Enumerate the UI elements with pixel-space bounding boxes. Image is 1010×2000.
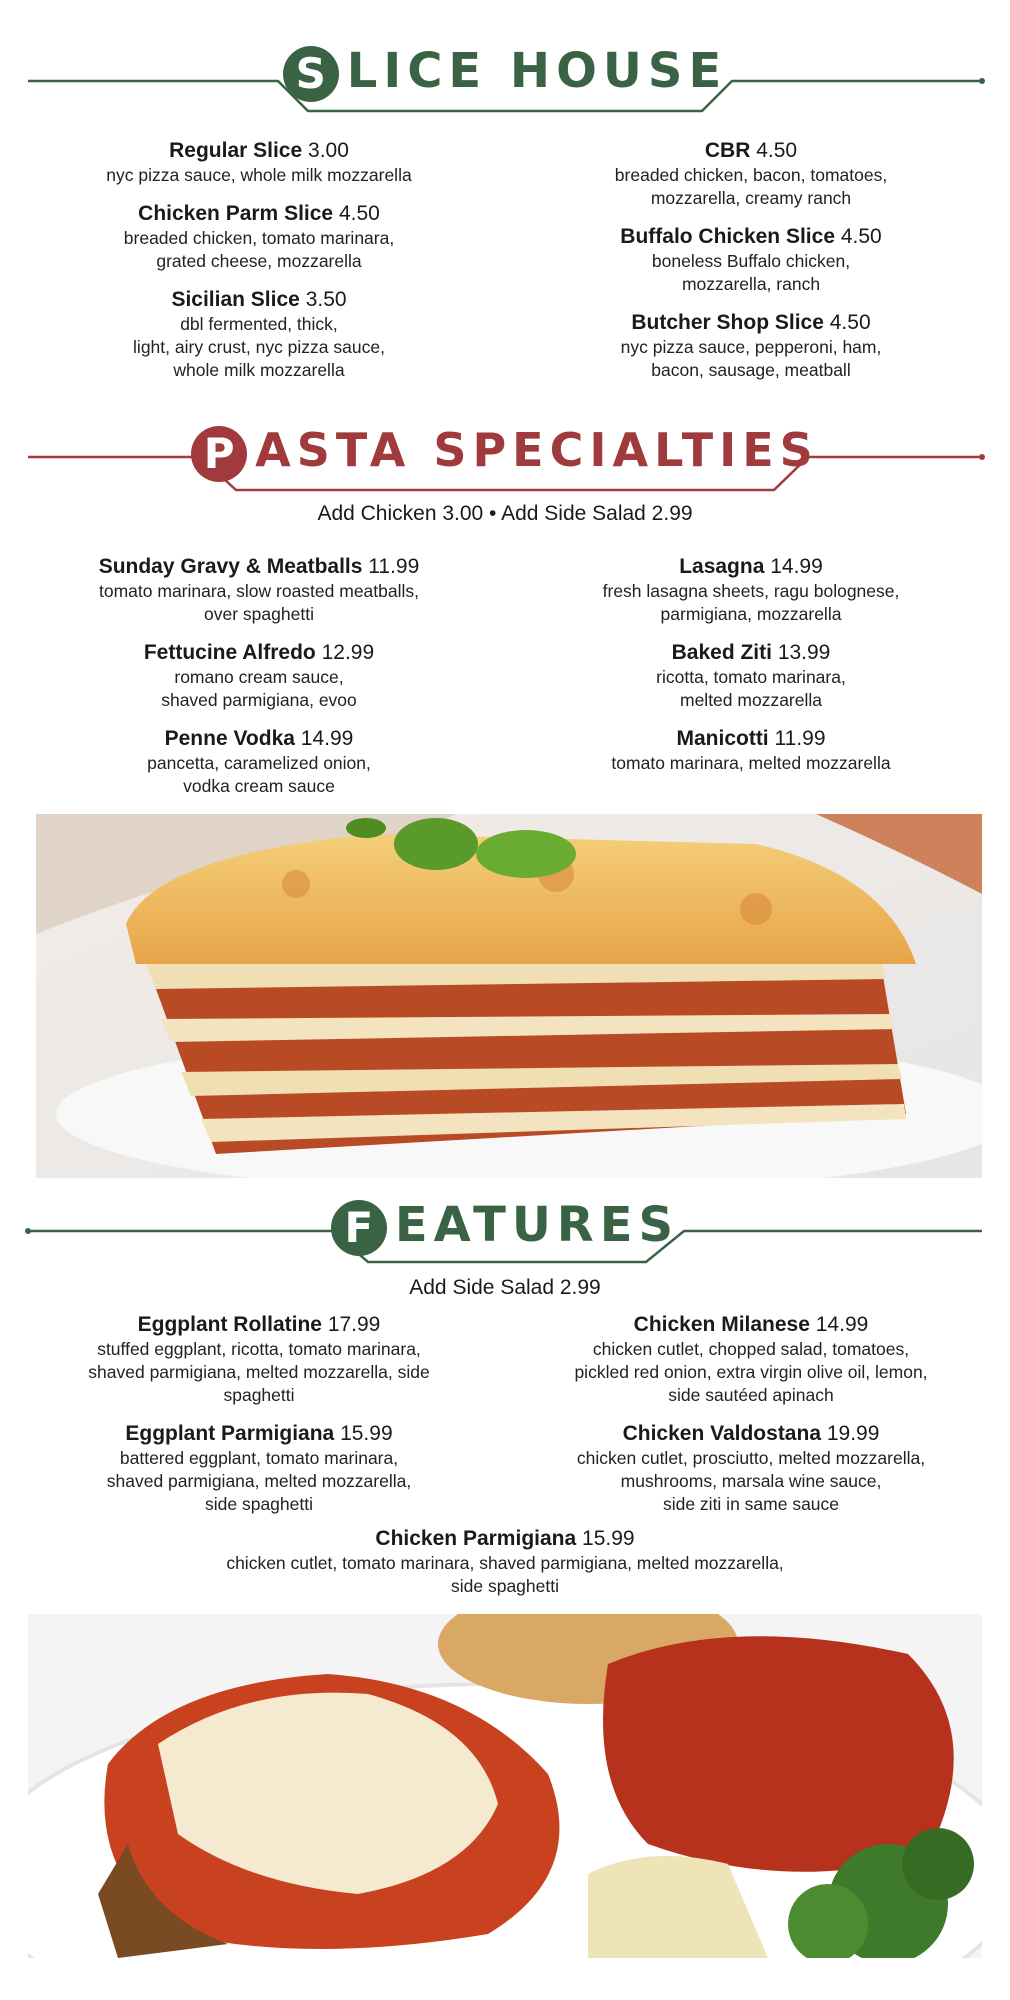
menu-item (516, 640, 986, 712)
menu-item (516, 224, 986, 296)
item-title: Eggplant Parmigiana (125, 1422, 335, 1445)
chicken-parmigiana-photo (28, 1614, 982, 1958)
item-name (24, 287, 494, 313)
title-badge: F (331, 1200, 387, 1256)
item-title: Sunday Gravy & Meatballs (98, 555, 363, 578)
item-name (516, 554, 986, 580)
menu-item (516, 726, 986, 775)
item-title: Chicken Valdostana (622, 1422, 821, 1445)
menu-item (24, 201, 494, 273)
title-text: ASTA SPECIALTIES (255, 423, 819, 477)
menu-item (516, 138, 986, 210)
item-name (516, 1312, 986, 1338)
features-list-right (516, 1312, 986, 1530)
item-name (24, 554, 494, 580)
pasta-header (0, 412, 1010, 492)
item-desc: mozzarella, creamy ranch (650, 188, 852, 208)
menu-item (24, 287, 494, 382)
features-list-left (24, 1312, 494, 1530)
item-desc: nyc pizza sauce, whole milk mozzarella (106, 165, 412, 185)
pasta-list-left (24, 554, 494, 812)
menu-item (24, 554, 494, 626)
item-price: 14.99 (770, 555, 823, 578)
item-price: 15.99 (340, 1422, 393, 1445)
item-title: Manicotti (676, 727, 769, 750)
item-price: 11.99 (774, 727, 826, 750)
menu-item (24, 640, 494, 712)
item-price: 19.99 (826, 1422, 880, 1445)
item-desc: light, airy crust, nyc pizza sauce, (133, 337, 385, 357)
menu-item (24, 726, 494, 798)
item-title: Baked Ziti (671, 641, 772, 664)
item-title: Lasagna (679, 555, 765, 578)
item-name (516, 726, 986, 752)
item-title: Chicken Parmigiana (375, 1527, 577, 1550)
item-desc: mozzarella, ranch (681, 274, 821, 294)
item-desc: shaved parmigiana, evoo (161, 690, 357, 710)
item-desc: bacon, sausage, meatball (651, 360, 851, 380)
item-price: 17.99 (327, 1313, 381, 1336)
item-price: 4.50 (338, 202, 380, 225)
menu-item (24, 138, 494, 187)
item-desc: shaved parmigiana, melted mozzarella, (106, 1471, 412, 1491)
item-desc: pickled red onion, extra virgin olive oil, lemon, (574, 1362, 928, 1382)
item-price: 3.50 (305, 288, 347, 311)
menu-item (24, 1312, 494, 1407)
item-name (24, 640, 494, 666)
item-name (24, 1421, 494, 1447)
item-price: 4.50 (756, 139, 798, 162)
item-desc: tomato marinara, slow roasted meatballs, (99, 581, 419, 601)
title-text: EATURES (394, 1197, 680, 1253)
item-price: 14.99 (815, 1313, 869, 1336)
menu-item (105, 1526, 905, 1598)
item-price: 13.99 (777, 641, 831, 664)
item-desc: side ziti in same sauce (662, 1494, 840, 1514)
features-header (0, 1194, 1010, 1274)
item-name (516, 1421, 986, 1447)
item-desc: shaved parmigiana, melted mozzarella, side (88, 1362, 430, 1382)
item-desc: tomato marinara, melted mozzarella (611, 753, 891, 773)
menu-item (516, 1312, 986, 1407)
slice-list-left (24, 138, 494, 396)
item-name (105, 1526, 905, 1552)
menu-item (516, 1421, 986, 1516)
item-name (516, 224, 986, 250)
item-desc: chicken cutlet, chopped salad, tomatoes, (592, 1339, 910, 1359)
section-title (0, 1194, 1010, 1256)
title-badge: S (283, 46, 339, 102)
features-addon-note: Add Side Salad 2.99 (409, 1276, 601, 1299)
section-title (0, 40, 1010, 102)
item-title: Regular Slice (169, 139, 303, 162)
section-title (0, 420, 1010, 482)
pasta-addon-note: Add Chicken 3.00 • Add Side Salad 2.99 (317, 502, 693, 525)
item-desc: pancetta, caramelized onion, (147, 753, 371, 773)
item-title: Chicken Milanese (633, 1313, 810, 1336)
slice-house-header (0, 38, 1010, 118)
item-name (24, 138, 494, 164)
item-desc: mushrooms, marsala wine sauce, (620, 1471, 882, 1491)
item-desc: battered eggplant, tomato marinara, (119, 1448, 399, 1468)
item-desc: side spaghetti (451, 1576, 559, 1596)
item-desc: side spaghetti (205, 1494, 313, 1514)
item-title: Chicken Parm Slice (138, 202, 334, 225)
item-title: CBR (704, 139, 751, 162)
item-desc: breaded chicken, bacon, tomatoes, (614, 165, 888, 185)
item-desc: whole milk mozzarella (173, 360, 345, 380)
item-desc: stuffed eggplant, ricotta, tomato marinara, (97, 1339, 421, 1359)
item-desc: melted mozzarella (680, 690, 822, 710)
item-desc: romano cream sauce, (174, 667, 344, 687)
item-price: 11.99 (368, 555, 420, 578)
item-desc: nyc pizza sauce, pepperoni, ham, (620, 337, 882, 357)
item-desc: spaghetti (223, 1385, 295, 1405)
item-desc: chicken cutlet, prosciutto, melted mozzarella, (576, 1448, 926, 1468)
item-desc: side sautéed apinach (668, 1385, 834, 1405)
item-name (516, 138, 986, 164)
item-desc: dbl fermented, thick, (180, 314, 338, 334)
item-price: 4.50 (829, 311, 871, 334)
item-desc: fresh lasagna sheets, ragu bolognese, (602, 581, 900, 601)
item-price: 12.99 (321, 641, 375, 664)
item-desc: breaded chicken, tomato marinara, (123, 228, 395, 248)
item-name (24, 1312, 494, 1338)
item-price: 3.00 (308, 139, 349, 162)
pasta-list-right (516, 554, 986, 789)
item-price: 15.99 (582, 1527, 635, 1550)
item-title: Buffalo Chicken Slice (620, 225, 835, 248)
item-desc: parmigiana, mozzarella (660, 604, 842, 624)
item-title: Butcher Shop Slice (631, 311, 824, 334)
menu-item (24, 1421, 494, 1516)
title-badge: P (191, 426, 247, 482)
lasagna-photo (36, 814, 982, 1178)
item-desc: boneless Buffalo chicken, (651, 251, 851, 271)
item-name (24, 726, 494, 752)
item-title: Sicilian Slice (171, 288, 300, 311)
item-title: Penne Vodka (164, 727, 295, 750)
slice-list-right (516, 138, 986, 396)
item-desc: over spaghetti (204, 604, 314, 624)
item-price: 14.99 (300, 727, 354, 750)
item-desc: vodka cream sauce (183, 776, 335, 796)
title-text: LICE HOUSE (346, 43, 728, 99)
item-name (516, 310, 986, 336)
item-price: 4.50 (840, 225, 882, 248)
menu-item (516, 554, 986, 626)
item-desc: ricotta, tomato marinara, (656, 667, 846, 687)
item-name (516, 640, 986, 666)
item-title: Eggplant Rollatine (137, 1313, 322, 1336)
menu-item (516, 310, 986, 382)
item-name (24, 201, 494, 227)
item-desc: chicken cutlet, tomato marinara, shaved parmigiana, melted mozzarella, (226, 1553, 784, 1573)
item-desc: grated cheese, mozzarella (156, 251, 362, 271)
item-title: Fettucine Alfredo (143, 641, 316, 664)
features-center-item (105, 1526, 905, 1612)
